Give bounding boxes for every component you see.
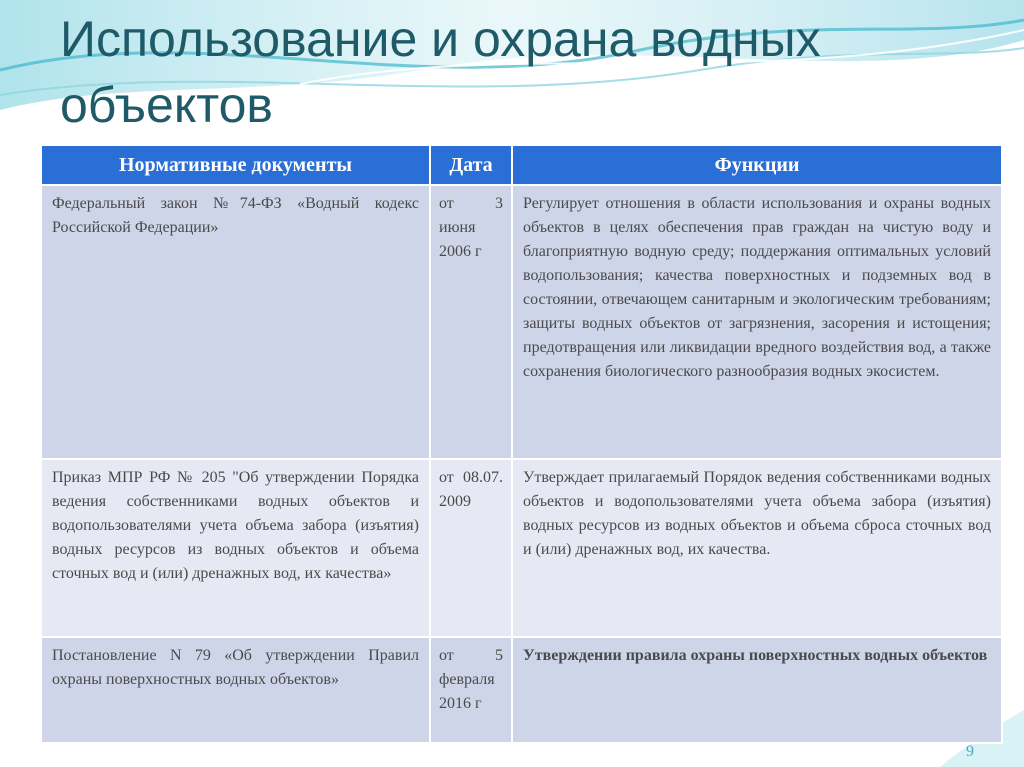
slide-title: Использование и охрана водных объектов [60,11,821,133]
document-cell: Приказ МПР РФ № 205 "Об утверждении Порядка ведения собственниками водных объектов и водопользователями учета объема забора (изъятия) водных ресурсов из водных объектов и объема сточных вод и (или) дренажных вод, их качества» [42,459,430,637]
table-header-row [42,146,1002,185]
page-number: 9 [966,743,974,760]
document-cell: Постановление N 79 «Об утверждении Правил охраны поверхностных водных объектов» [42,637,430,743]
date-cell: от 5 февраля 2016 г [430,637,512,743]
document-cell: Федеральный закон №74-ФЗ «Водный кодекс Российской Федерации» [42,185,430,459]
table-row [42,185,1002,459]
function-cell: Утверждает прилагаемый Порядок ведения собственниками водных объектов и водопользователями учета объема забора (изъятия) водных ресурсов из водных объектов и объема сброса сточных вод и (или) дренажных вод, их качества. [512,459,1002,637]
regulations-table [42,146,1003,744]
function-cell: Регулирует отношения в области использования и охраны водных объектов в целях обеспечения прав граждан на чистую воду и благоприятную водную среду; поддержания оптимальных условий водопользования; качества поверхностных и подземных вод в состоянии, отвечающем санитарным и экологическим требованиям; защиты водных объектов от загрязнения, засорения и истощения; предотвращения или ликвидации вредного воздействия вод, а также сохранения биологического разнообразия водных экосистем. [512,185,1002,459]
header-date: Дата [430,146,512,185]
header-functions: Функции [512,146,1002,185]
date-cell: от 3 июня 2006 г [430,185,512,459]
header-documents: Нормативные документы [42,146,430,185]
table-row [42,459,1002,637]
date-cell: от 08.07.2009 [430,459,512,637]
function-cell: Утверждении правила охраны поверхностных водных объектов [512,637,1002,743]
table-row [42,637,1002,743]
